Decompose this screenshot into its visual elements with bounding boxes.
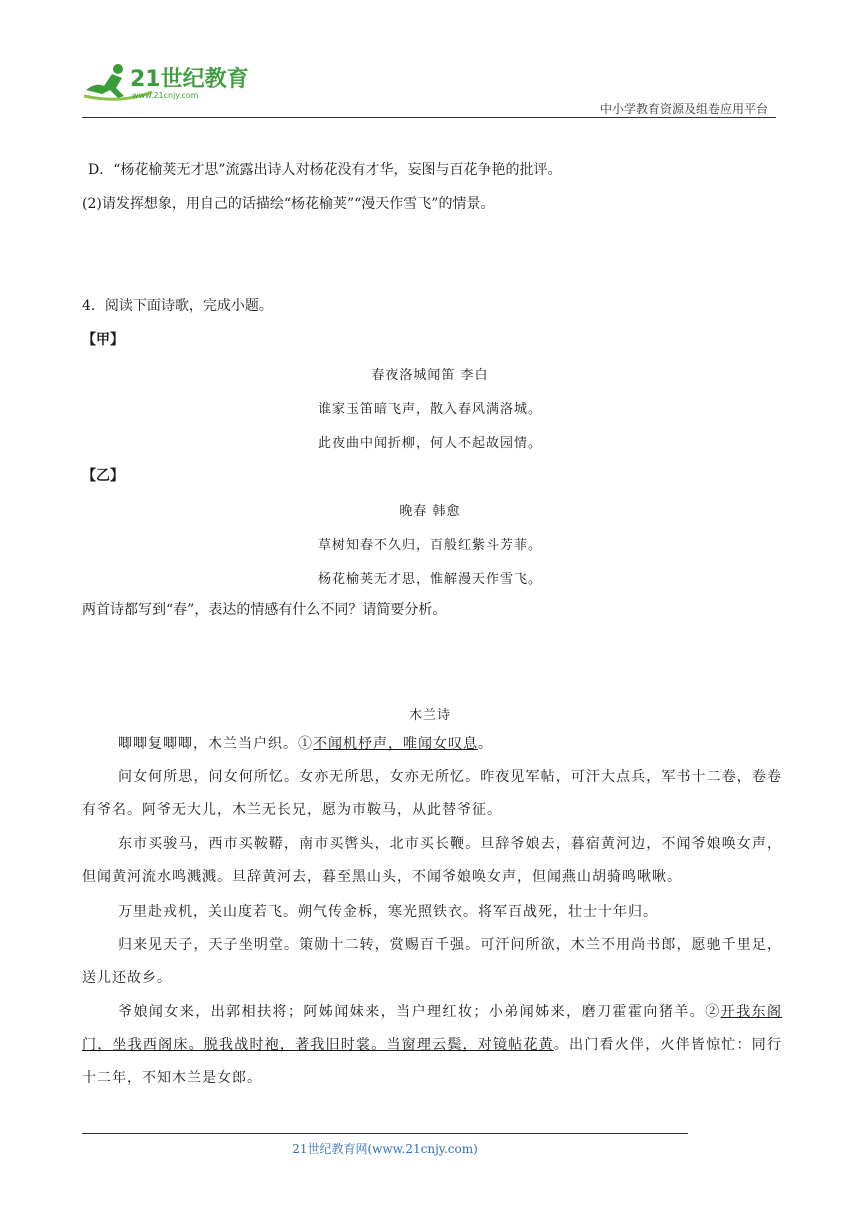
mulan-paragraph-4: 万里赴戎机，关山度若飞。朔气传金柝，寒光照铁衣。将军百战死，壮士十年归。 [118, 904, 658, 920]
annotation-mark-1: ① [298, 736, 313, 752]
poem1-line2: 此夜曲中闻折柳，何人不起故园情。 [317, 436, 542, 451]
option-d: D．“杨花榆荚无才思”流露出诗人对杨花没有才华，妄图与百花争艳的批评。 [88, 162, 562, 178]
p1-text: 唧唧复唧唧，木兰当户织。 [118, 736, 298, 752]
mulan-paragraph-3: 东市买骏马，西市买鞍鞯，南市买辔头，北市买长鞭。旦辞爷娘去，暮宿黄河边，不闻爷娘唤女声，但闻黄河流水鸣溅溅。旦辞黄河去，暮至黑山头，不闻爷娘唤女声，但闻燕山胡骑鸣啾啾。 [82, 836, 782, 885]
platform-name: 中小学教育资源及组卷应用平台 [599, 102, 768, 116]
mulan-paragraph-1 [82, 728, 782, 761]
sub-question-2: (2)请发挥想象，用自己的话描绘“杨花榆荚”“漫天作雪飞”的情景。 [82, 196, 495, 212]
poem2-title: 晚春 韩愈 [399, 504, 461, 519]
jia-label: 【甲】 [82, 332, 124, 348]
logo [82, 60, 252, 102]
underlined-sentence-2: 开我东阁门，坐我西阁床。脱我战时袍，著我旧时裳。当窗理云鬓，对镜帖花黄 [82, 1004, 783, 1053]
footer-site[interactable]: 21世纪教育网(www.21cnjy.com) [292, 1142, 478, 1156]
underlined-sentence-1: 不闻机杼声，唯闻女叹息 [313, 736, 478, 752]
footer-divider [82, 1133, 688, 1134]
poem1-title: 春夜洛城闻笛 李白 [371, 368, 489, 383]
poem1-line1: 谁家玉笛暗飞声，散入春风满洛城。 [317, 402, 542, 417]
question-4-stem: 4．阅读下面诗歌，完成小题。 [82, 298, 273, 314]
poem2-line1: 草树知春不久归，百般红紫斗芳菲。 [317, 538, 542, 553]
question-4-prompt: 两首诗都写到“春”，表达的情感有什么不同？请简要分析。 [82, 602, 447, 618]
logo-runner-icon [82, 60, 252, 102]
yi-label: 【乙】 [82, 468, 124, 484]
mulan-paragraph-6 [82, 996, 782, 1095]
mulan-title: 木兰诗 [408, 708, 451, 723]
p1-end: 。 [478, 736, 493, 752]
annotation-mark-2: ② [705, 1004, 721, 1020]
mulan-paragraph-5: 归来见天子，天子坐明堂。策勋十二转，赏赐百千强。可汗问所欲，木兰不用尚书郎，愿驰千里足，送儿还故乡。 [82, 937, 782, 986]
logo-text: 21世纪教育 [130, 67, 249, 92]
header-divider [82, 117, 776, 118]
mulan-paragraph-2: 问女何所思，问女何所忆。女亦无所思，女亦无所忆。昨夜见军帖，可汗大点兵，军书十二卷，卷卷有爷名。阿爷无大儿，木兰无长兄，愿为市鞍马，从此替爷征。 [82, 769, 782, 818]
poem2-line2: 杨花榆荚无才思，惟解漫天作雪飞。 [317, 572, 542, 587]
p6-end: 。出门看火伴，火伴皆惊忙：同行十二年，不知木兰是女郎。 [82, 1037, 783, 1086]
logo-url: www.21cnjy.com [132, 91, 199, 100]
p6-text: 爷娘闻女来，出郭相扶将；阿姊闻妹来，当户理红妆；小弟闻姊来，磨刀霍霍向猪羊。 [118, 1004, 706, 1020]
